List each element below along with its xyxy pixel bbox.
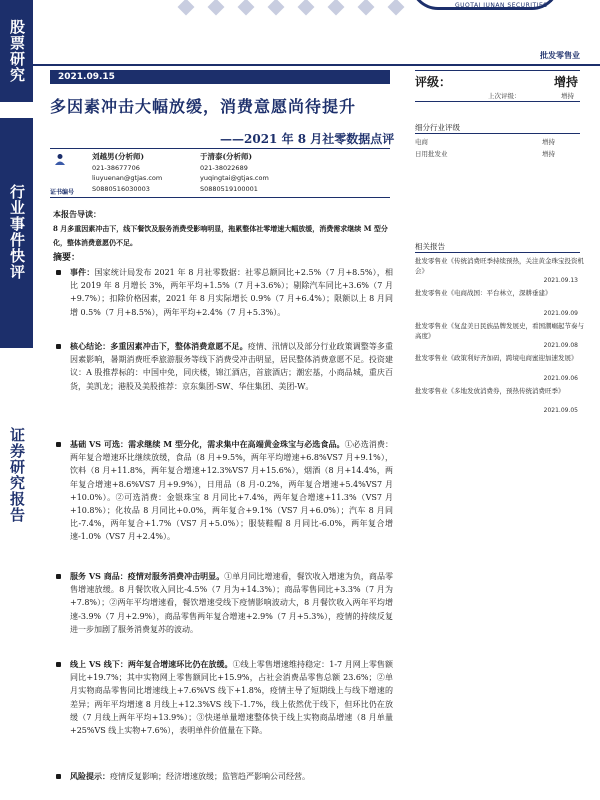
related-report-link[interactable]: 批发零售业《传统消费旺季持续预热，关注黄金珠宝投资机会》 (415, 257, 584, 275)
bullet-text: 疫情、汛情以及部分行业政策调整等多重因素影响，暑期消费旺季旅游服务等线下消费受冲击明显，居民整体消费意愿不足。投资建议：A 股推荐标的：中国中免，同庆楼，锦江酒店，首旅酒店；潮宏基，小商品城，重庆百货，美凯龙；港股及美股推荐：京东集团-SW、华住集团、美团-W。 (70, 342, 394, 391)
sub-industry-name: 日用批发业 (415, 150, 448, 158)
left-side-band (0, 0, 33, 800)
abstract-bullet-event (58, 266, 393, 319)
related-report-link[interactable]: 批发零售业《政策利好齐加码，跨境电商蜜迎加速发展》 (415, 354, 578, 362)
bullet-lead: 风险提示： (70, 771, 110, 781)
person-icon (54, 153, 66, 165)
author-2-name: 于清泰(分析师) (200, 152, 253, 161)
related-report-link[interactable]: 批发零售业《复盘美日民族品牌发展史，看国潮崛起节奏与高度》 (415, 322, 584, 340)
related-report-link[interactable]: 批发零售业《电商战国：平台林立，深耕垂建》 (415, 289, 552, 297)
rating-label: 评级： (415, 75, 452, 89)
band-label-industry-event: 行业事件快评 (8, 184, 26, 280)
previous-rating-value: 增持 (561, 92, 574, 100)
abstract-title: 摘要： (53, 253, 81, 263)
abstract-bullet-conclusion (58, 340, 393, 393)
band-label-securities-report: 证券研究报告 (8, 427, 26, 523)
guide-text: 8 月多重因素冲击下，线下餐饮及服务消费受影响明显，拖累整体社零增速大幅放缓，消费需求继续 M 型分化，整体消费意愿仍不足。 (53, 224, 388, 247)
report-date: 2021.09.15 (50, 70, 390, 84)
related-reports-title: 相关报告 (415, 242, 445, 251)
sub-industry-name: 电商 (415, 138, 428, 146)
bullet-text: 疫情反复影响；经济增速放缓；监管趋严影响公司经营。 (110, 772, 310, 781)
sub-industry-rating: 增持 (542, 138, 555, 146)
header-divider (33, 64, 600, 66)
rating-bottom-rule (415, 101, 580, 102)
sub-industry-rule (415, 133, 580, 134)
related-reports-rule (415, 252, 580, 253)
bullet-lead: 核心结论：多重因素冲击下，整体消费意愿不足。 (70, 341, 248, 351)
bullet-lead: 服务 VS 商品：疫情对服务消费冲击明显。 (70, 571, 225, 581)
bullet-text: 国家统计局发布 2021 年 8 月社零数据：社零总额同比+2.5%（7 月+8.5%），相比 2019 年 8 月增长 3%，两年平均+1.5%（7 月+3.6%）；剔除汽车同比+3.6%（7 月+9.7%）；扣除价格因素，2021 年 8 月实际增长 0.9%（7 月+6.4%）；限额以上 8 月同增 0.5%（7 月+8.5%），两年平均+2.4%（7 月+5.3%）。 (70, 268, 394, 317)
rating-value: 增持 (553, 75, 578, 89)
rating-top-rule (415, 70, 580, 71)
sub-industry-row (415, 137, 555, 146)
sub-industry-title: 细分行业评级 (415, 123, 460, 132)
related-report-date: 2021.09.13 (543, 277, 578, 284)
author-info (50, 148, 390, 198)
bullet-lead: 事件： (70, 267, 95, 277)
header-decoration (170, 0, 410, 14)
company-logo-text: GUOTAI JUNAN SECURITIES (455, 2, 548, 9)
bullet-text: ①单月同比增速看，餐饮收入增速为负，商品零售增速放缓。8 月餐饮收入同比-4.5%（7 月为+14.3%）；商品零售同比+3.3%（7 月为+7.8%）；②两年平均增速看，餐饮增速受线下疫情影响波动大，8 月餐饮收入两年平均增速-3.9%（7 月+2.9%），商品零售两年复合增速+2.9%（7 月+5.3%），疫情的持续反复进一步加剧了服务消费复苏的波动。 (70, 572, 394, 634)
sub-industry-row (415, 149, 555, 158)
author-1-phone: 021-38677706 (92, 163, 140, 172)
author-2 (200, 152, 269, 194)
author-2-email[interactable]: yuqingtai@gtjas.com (200, 174, 269, 182)
report-subtitle: ——2021 年 8 月社零数据点评 (220, 132, 395, 146)
bullet-text: ①必选消费：两年复合增速环比继续放缓，食品（8 月+9.5%，两年平均增速+6.8%VS7 月+9.1%），饮料（8 月+11.8%，两年复合增速+12.3%VS7 月+15.6%），烟酒（8 月+14.4%，两年复合增速+8.6%VS7 月+9.9%），日用品（8 月-0.2%，两年复合增速+5.4%VS7 月+10.0%）。②可选消费：金银珠宝 8 月同比+7.4%，两年复合增速+11.3%（VS7 月+10.8%）；化妆品 8 月同比+0.0%，两年复合+9.1%（VS7 月+6.0%）；汽车 8 月同比-7.4%，两年复合+1.7%（VS7 月+5.0%）；服装鞋帽 8 月同比-6.0%，两年复合增速-1.0%（VS7 月+2.4%）。 (70, 440, 393, 542)
abstract-bullet-basic-vs-optional (58, 438, 393, 544)
related-report-link[interactable]: 批发零售业《多地发放消费券，预热传统消费旺季》 (415, 387, 565, 395)
author-2-cert: S0880519100001 (200, 184, 258, 193)
author-1 (92, 152, 162, 194)
related-report-date: 2021.09.06 (543, 375, 578, 382)
bullet-lead: 线上 VS 线下：两年复合增速环比仍在放缓。 (70, 659, 233, 669)
author-1-email[interactable]: liuyuenan@gtjas.com (92, 174, 163, 182)
guide-title: 本报告导读： (53, 209, 101, 219)
bullet-text: ①线上零售增速维持稳定：1-7 月网上零售额同比+19.7%；其中实物网上零售额同比+15.9%，占社会消费品零售总额 23.6%；②单月实物商品零售同比增速线上+7.6%VS 线下+1.8%，疫情主导了短期线上与线下增速的差异；两年平均增速 8 月线上+12.3%VS 线下-1.7%，线上依然优于线下，但环比仍在放缓（7 月线上两年平均+13.9%）；③快递单量增速整体快于线上实物商品增速（8 月单量+25%VS 线上实物+7.6%），表明单件价值量在下降。 (70, 660, 393, 736)
report-title: 多因素冲击大幅放缓，消费意愿尚待提升 (50, 97, 357, 116)
band-label-stock-research: 股票研究 (8, 19, 26, 83)
cert-number-label: 证书编号 (50, 189, 75, 196)
previous-rating-label: 上次评级： (488, 92, 521, 100)
sub-industry-rating: 增持 (542, 150, 555, 158)
abstract-bullet-risk (58, 770, 393, 783)
related-report-date: 2021.09.05 (543, 407, 578, 414)
author-2-phone: 021-38022689 (200, 163, 248, 172)
related-report-date: 2021.09.09 (543, 310, 578, 317)
bullet-lead: 基础 VS 可选：需求继续 M 型分化，需求集中在高端黄金珠宝与必选食品。 (70, 439, 345, 449)
abstract-bullet-service-vs-goods (58, 570, 393, 636)
research-department: 批发零售业 (540, 50, 580, 60)
related-report-date: 2021.09.08 (543, 342, 578, 349)
author-1-name: 刘越男(分析师) (92, 152, 145, 161)
abstract-bullet-online-vs-offline (58, 658, 393, 737)
author-1-cert: S0880516030003 (92, 184, 150, 193)
